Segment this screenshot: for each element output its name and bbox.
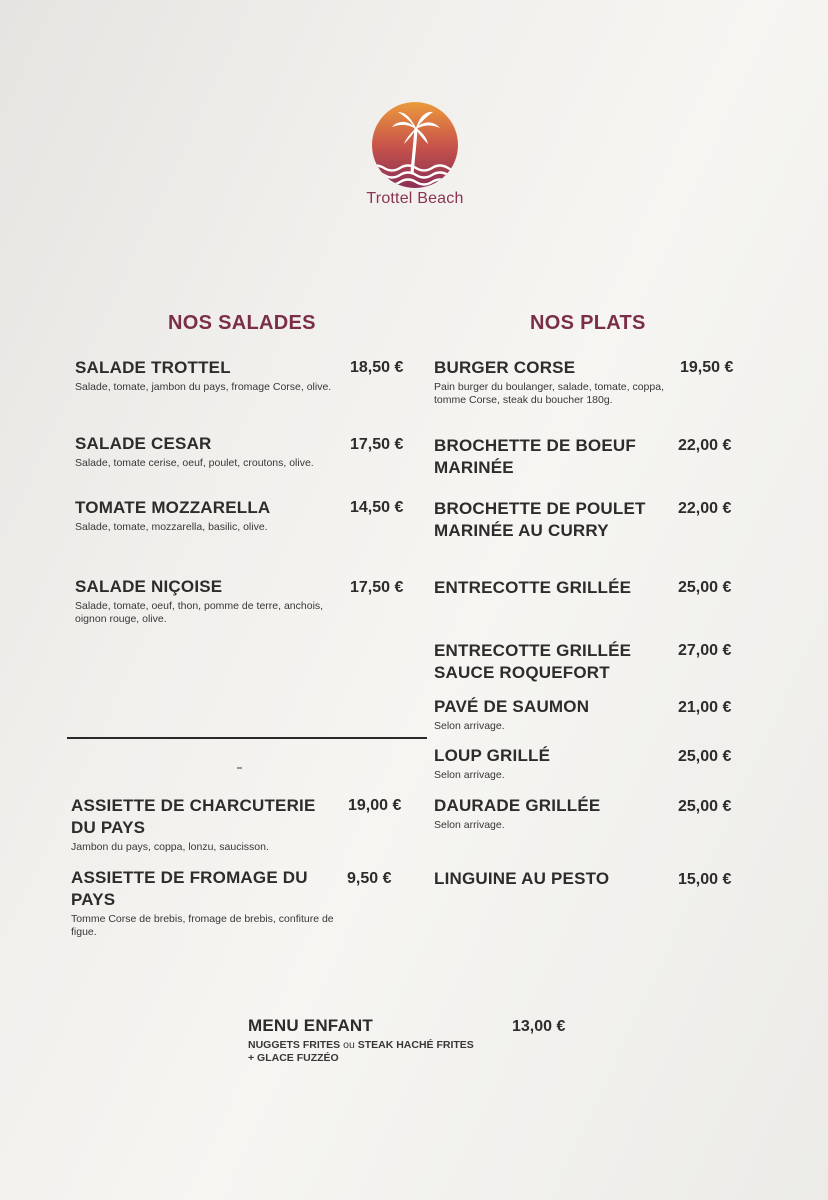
item-price: 22,00 €	[678, 437, 732, 454]
item-name: SALADE NIÇOISE	[75, 577, 223, 596]
item-name: ASSIETTE DE FROMAGE DU PAYS	[71, 868, 308, 909]
menu-item-salade-trottel	[75, 357, 345, 394]
item-name: ENTRECOTTE GRILLÉE	[434, 578, 632, 597]
menu-item-linguine-pesto	[434, 868, 664, 890]
item-desc	[248, 1039, 518, 1052]
item-price: 17,50 €	[350, 579, 404, 596]
menu-item-loup-grille	[434, 745, 664, 782]
item-desc: Jambon du pays, coppa, lonzu, saucisson.	[71, 841, 269, 853]
brand-name: Trottel Beach	[366, 190, 464, 207]
item-price: 9,50 €	[347, 870, 392, 887]
kids-option-or: ou	[340, 1039, 358, 1051]
item-price: 25,00 €	[678, 748, 732, 765]
item-price: 21,00 €	[678, 699, 732, 716]
menu-item-tomate-mozzarella	[75, 497, 345, 534]
menu-item-pave-saumon	[434, 696, 664, 733]
kids-dessert: + GLACE FUZZÉO	[248, 1052, 339, 1064]
item-name: ASSIETTE DE CHARCUTERIE DU PAYS	[71, 796, 316, 837]
item-price: 18,50 €	[350, 359, 404, 376]
menu-item-burger-corse	[434, 357, 664, 407]
item-price: 22,00 €	[678, 500, 732, 517]
menu-item-salade-nicoise	[75, 576, 345, 626]
item-price: 27,00 €	[678, 642, 732, 659]
section-divider	[67, 737, 427, 739]
item-name: ENTRECOTTE GRILLÉE SAUCE ROQUEFORT	[434, 641, 632, 682]
kids-option-a: NUGGETS FRITES	[248, 1039, 341, 1051]
item-price: 25,00 €	[678, 579, 732, 596]
menu-item-brochette-boeuf	[434, 435, 664, 479]
item-name: LINGUINE AU PESTO	[434, 869, 610, 888]
item-desc: Salade, tomate, oeuf, thon, pomme de terre, anchois, oignon rouge, olive.	[75, 600, 324, 625]
item-price: 19,00 €	[348, 797, 402, 814]
item-name: BURGER CORSE	[434, 358, 576, 377]
menu-item-assiette-fromage	[71, 867, 343, 939]
plats-title: NOS PLATS	[530, 312, 646, 334]
item-name: SALADE TROTTEL	[75, 358, 231, 377]
item-price: 14,50 €	[350, 499, 404, 516]
item-price: 15,00 €	[678, 871, 732, 888]
item-price: 13,00 €	[512, 1018, 566, 1035]
brand-logo	[355, 100, 475, 208]
menu-item-entrecotte	[434, 577, 674, 599]
item-name: BROCHETTE DE BOEUF MARINÉE	[434, 436, 636, 477]
item-name: BROCHETTE DE POULET MARINÉE AU CURRY	[434, 499, 646, 540]
item-name: SALADE CESAR	[75, 434, 212, 453]
menu-item-assiette-charcuterie	[71, 795, 343, 854]
decorative-dot	[237, 767, 242, 769]
palm-sunset-logo-icon	[360, 100, 470, 188]
item-desc: Salade, tomate, jambon du pays, fromage Corse, olive.	[75, 381, 332, 393]
menu-item-menu-enfant	[248, 1015, 518, 1065]
item-name: TOMATE MOZZARELLA	[75, 498, 271, 517]
item-price: 19,50 €	[680, 359, 734, 376]
item-desc: Pain burger du boulanger, salade, tomate, coppa, tomme Corse, steak du boucher 180g.	[434, 381, 664, 406]
item-price: 25,00 €	[678, 798, 732, 815]
item-name: DAURADE GRILLÉE	[434, 796, 601, 815]
item-name: PAVÉ DE SAUMON	[434, 697, 590, 716]
item-desc: Salade, tomate, mozzarella, basilic, olive.	[75, 521, 268, 533]
item-name: LOUP GRILLÉ	[434, 746, 551, 765]
item-price: 17,50 €	[350, 436, 404, 453]
item-desc: Tomme Corse de brebis, fromage de brebis, confiture de figue.	[71, 913, 334, 938]
item-name: MENU ENFANT	[248, 1016, 373, 1035]
menu-item-brochette-poulet	[434, 498, 664, 542]
menu-item-entrecotte-roquefort	[434, 640, 674, 684]
item-desc: Selon arrivage.	[434, 720, 505, 732]
salades-title: NOS SALADES	[168, 312, 316, 334]
kids-option-b: STEAK HACHÉ FRITES	[357, 1039, 474, 1051]
item-desc: Salade, tomate cerise, oeuf, poulet, croutons, olive.	[75, 457, 314, 469]
menu-item-salade-cesar	[75, 433, 345, 470]
menu-item-daurade-grillee	[434, 795, 664, 832]
item-desc: Selon arrivage.	[434, 769, 505, 781]
item-desc: Selon arrivage.	[434, 819, 505, 831]
